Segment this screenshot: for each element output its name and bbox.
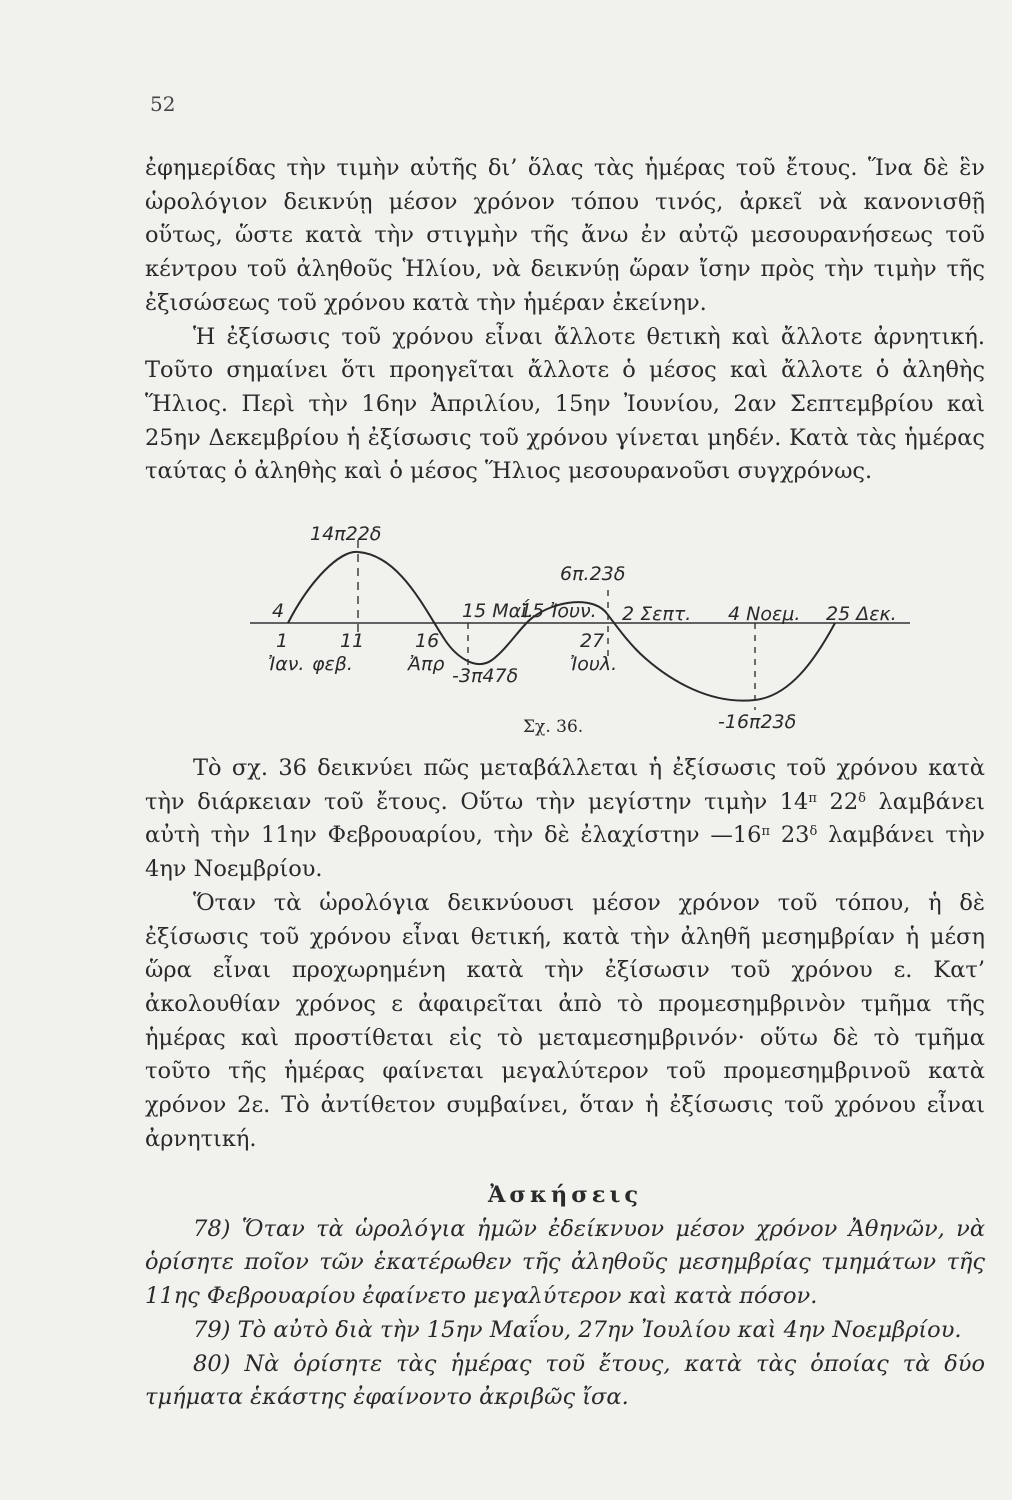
label-sept: 2 Σεπτ. — [622, 603, 692, 625]
page-number: 52 — [150, 92, 176, 116]
exercise-number: 78) — [193, 1215, 231, 1242]
label-max: 14π22δ — [310, 523, 382, 545]
label-16: 16 — [415, 630, 440, 652]
label-ioul: Ἰουλ. — [570, 653, 618, 675]
exercise-item — [145, 1314, 985, 1348]
label-1: 1 — [276, 630, 289, 652]
label-27: 27 — [580, 630, 605, 652]
superscript: δ — [809, 824, 818, 840]
label-ian: Ἰαν. — [268, 653, 305, 675]
label-dek: 25 Δεκ. — [826, 603, 897, 625]
label-min: -16π23δ — [718, 711, 797, 733]
text-run: λαμβάνει αὐτὴ τὴν 11ην Φεβρουαρίου, τὴν δὲ ἐλαχίστην —16 — [145, 788, 985, 849]
text-run: 23 — [770, 822, 810, 849]
exercise-text: Ὅταν τὰ ὡρολόγια ἡμῶν ἐδείκνυον μέσον χρόνον Ἀθηνῶν, νὰ ὁρίσητε ποῖον τῶν ἑκατέρωθεν τῆς ἀληθοῦς μεσημβρίας τμημάτων τῆς 11ης Φεβρουαρίου ἐφαίνετο μεγαλύτερον καὶ κατὰ πόσον. — [145, 1215, 986, 1310]
label-apr: Ἀπρ — [408, 653, 445, 675]
exercise-text: Νὰ ὁρίσητε τὰς ἡμέρας τοῦ ἔτους, κατὰ τὰς ὁποίας τὰ δύο τμήματα ἑκάστης ἐφαίνοντο ἀκριβῶς ἴσα. — [145, 1350, 986, 1411]
exercise-item — [145, 1213, 985, 1314]
figure-caption: Σχ. 36. — [523, 717, 584, 737]
exercise-number: 79) — [193, 1316, 231, 1343]
label-feb: φεβ. — [312, 653, 353, 675]
label-noem: 4 Νοεμ. — [728, 603, 801, 625]
exercises-section — [145, 1179, 985, 1415]
label-min-small: -3π47δ — [452, 665, 519, 687]
label-iouni: 15 Ἰουν. — [520, 600, 597, 622]
paragraph: ἐφημερίδας τὴν τιμὴν αὐτῆς δι’ ὅλας τὰς ἡμέρας τοῦ ἔτους. Ἵνα δὲ ἓν ὡρολόγιον δεικνύῃ μέσον χρόνον τόπου τινός, ἀρκεῖ νὰ κανονισθῇ οὕτως, ὥστε κατὰ τὴν στιγμὴν τῆς ἄνω ἐν αὐτῷ μεσουρανήσεως τοῦ κέντρου τοῦ ἀληθοῦς Ἡλίου, νὰ δεικνύῃ ὥραν ἴσην πρὸς τὴν τιμὴν τῆς ἐξισώσεως τοῦ χρόνου κατὰ τὴν ἡμέραν ἐκείνην. — [145, 155, 985, 316]
equation-of-time-figure — [250, 510, 950, 750]
label-11: 11 — [340, 630, 365, 652]
intro-text — [145, 152, 985, 489]
paragraph: Ἡ ἐξίσωσις τοῦ χρόνου εἶναι ἄλλοτε θετικὴ καὶ ἄλλοτε ἀρνητική. Τοῦτο σημαίνει ὅτι προηγεῖται ἄλλοτε ὁ μέσος καὶ ἄλλοτε ὁ ἀληθὴς Ἥλιος. Περὶ τὴν 16ην Ἀπριλίου, 15ην Ἰουνίου, 2αν Σεπτεμβρίου καὶ 25ην Δεκεμβρίου ἡ ἐξίσωσις τοῦ χρόνου γίνεται μηδέν. Κατὰ τὰς ἡμέρας ταύτας ὁ ἀληθὴς καὶ ὁ μέσος Ἥλιος μεσουρανοῦσι συγχρόνως. — [145, 323, 985, 485]
superscript: π — [808, 790, 817, 806]
text-run: λαμβάνει τὴν 4ην Νοεμβρίου. — [145, 822, 985, 883]
label-max-small: 6π.23δ — [560, 563, 626, 585]
paragraph: Ὅταν τὰ ὡρολόγια δεικνύουσι μέσον χρόνον τοῦ τόπου, ἡ δὲ ἐξίσωσις τοῦ χρόνου εἶναι θετική, κατὰ τὴν ἀληθῆ μεσημβρίαν ἡ μέση ὥρα εἶναι προχωρημένη κατὰ τὴν ἐξίσωσιν τοῦ χρόνου ε. Κατ’ ἀκολουθίαν χρόνος ε ἀφαιρεῖται ἀπὸ τὸ προμεσημβρινὸν τμῆμα τῆς ἡμέρας καὶ προστίθεται εἰς τὸ μεταμεσημβρινόν· οὕτω δὲ τὸ τμῆμα τοῦτο τῆς ἡμέρας φαίνεται μεγαλύτερον τοῦ προμεσημβρινοῦ κατὰ χρόνον 2ε. Τὸ ἀντίθετον συμβαίνει, ὅταν ἡ ἐξίσωσις τοῦ χρόνου εἶναι ἀρνητική. — [145, 889, 985, 1152]
exercise-item — [145, 1348, 985, 1415]
text-run: 22 — [816, 788, 859, 815]
exercise-text: Τὸ αὐτὸ διὰ τὴν 15ην Μαΐου, 27ην Ἰουλίου καὶ 4ην Νοεμβρίου. — [237, 1316, 962, 1343]
explanation-text — [145, 752, 985, 1156]
paragraph — [145, 752, 985, 887]
exercise-number: 80) — [193, 1350, 231, 1377]
superscript: π — [761, 824, 770, 840]
label-4: 4 — [272, 600, 285, 622]
label-maios: 15 Μαΐ. — [462, 600, 534, 622]
exercises-heading: Ἀσκήσεις — [487, 1182, 643, 1208]
superscript: δ — [858, 790, 866, 806]
text-run: Τὸ σχ. 36 δεικνύει πῶς μεταβάλλεται ἡ ἐξίσωσις τοῦ χρόνου κατὰ τὴν διάρκειαν τοῦ ἔτους. Οὕτω τὴν μεγίστην τιμὴν 14 — [145, 755, 985, 815]
